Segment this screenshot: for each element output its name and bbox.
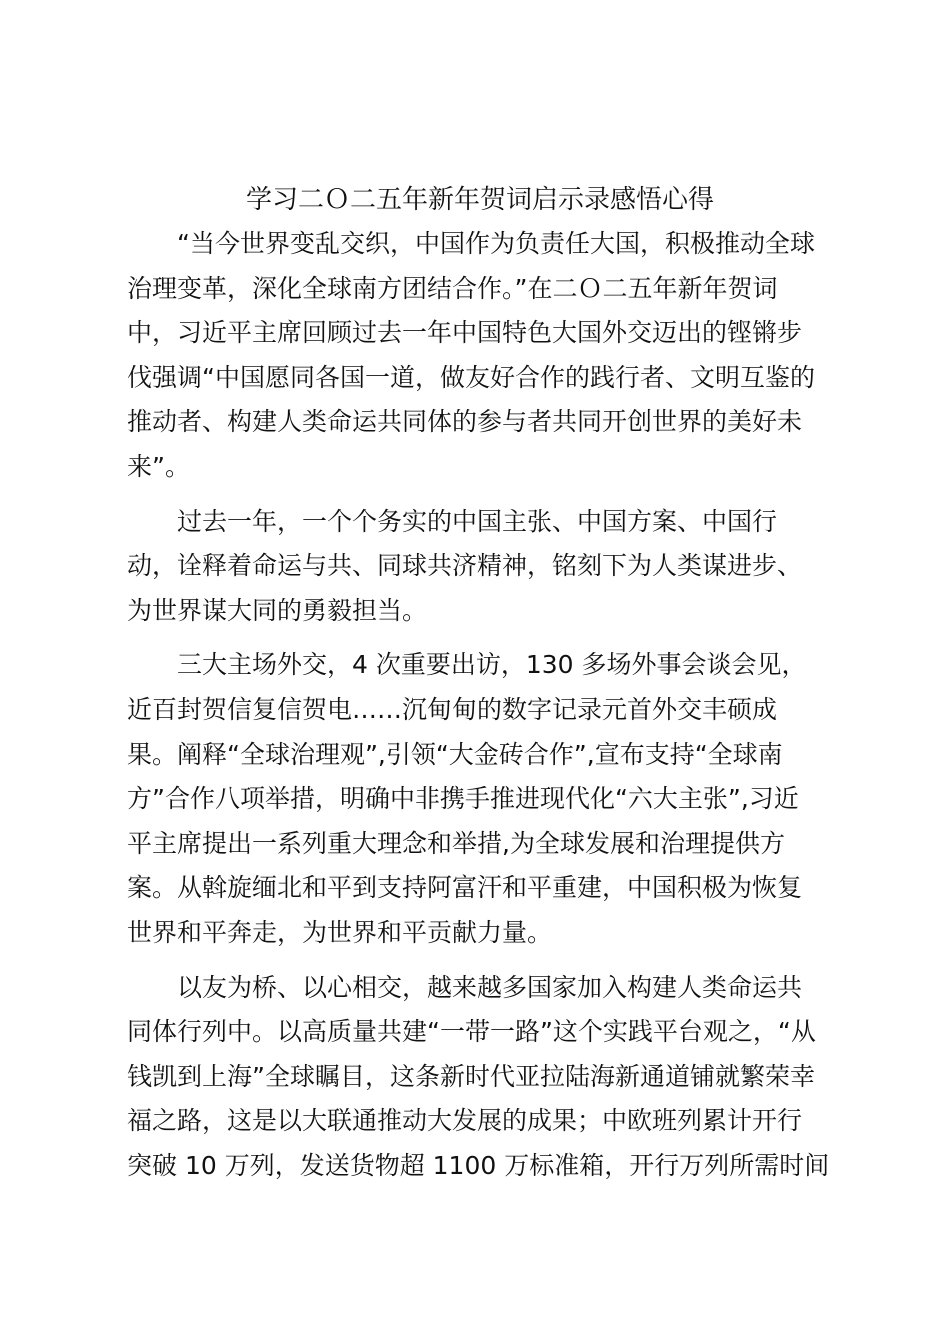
paragraph-3-line-7: 世界和平奔走，为世界和平贡献力量。: [127, 917, 553, 947]
paragraph-3: [127, 643, 833, 955]
paragraph-3-line-5: 平主席提出一系列重大理念和举措,为全球发展和治理提供方: [127, 828, 785, 858]
paragraph-4-line-4: 福之路，这是以大联通推动大发展的成果；中欧班列累计开行: [127, 1106, 803, 1136]
paragraph-1-line-1: “当今世界变乱交织，中国作为负责任大国，积极推动全球: [177, 229, 815, 258]
paragraph-3-line-4: 方”合作八项举措，明确中非携手推进现代化“六大主张”,习近: [127, 784, 799, 814]
paragraph-2: [127, 500, 833, 634]
paragraph-3-line-1: 三大主场外交，4 次重要出访，130 多场外事会谈会见，: [177, 650, 807, 680]
paragraph-4-line-3: 钱凯到上海”全球瞩目，这条新时代亚拉陆海新通道铺就繁荣幸: [127, 1061, 815, 1091]
paragraph-4: [127, 966, 833, 1189]
paragraph-3-line-6: 案。从斡旋缅北和平到支持阿富汗和平重建，中国积极为恢复: [127, 873, 803, 903]
paragraph-3-line-2: 近百封贺信复信贺电……沉甸甸的数字记录元首外交丰硕成: [127, 694, 778, 724]
paragraph-1-line-2: 治理变革，深化全球南方团结合作。”在二Ｏ二五年新年贺词: [127, 273, 778, 303]
document-title: 学习二Ｏ二五年新年贺词启示录感悟心得: [245, 185, 714, 215]
paragraph-1-line-5: 推动者、构建人类命运共同体的参与者共同开创世界的美好未: [127, 407, 803, 437]
paragraph-2-line-2: 动，诠释着命运与共、同球共济精神，铭刻下为人类谋进步、: [127, 551, 803, 581]
paragraph-3-line-3: 果。阐释“全球治理观”,引领“大金砖合作”,宣布支持“全球南: [127, 739, 783, 769]
paragraph-4-line-5: 突破 10 万列，发送货物超 1100 万标准箱，开行万列所需时间: [127, 1150, 830, 1180]
paragraph-2-line-1: 过去一年，一个个务实的中国主张、中国方案、中国行: [177, 506, 778, 536]
paragraph-1-line-6: 来”。: [127, 451, 190, 481]
paragraph-2-line-3: 为世界谋大同的勇毅担当。: [127, 595, 428, 625]
paragraph-1: [127, 222, 833, 490]
paragraph-4-line-1: 以友为桥、以心相交，越来越多国家加入构建人类命运共: [177, 972, 803, 1002]
paragraph-4-line-2: 同体行列中。以高质量共建“一带一路”这个实践平台观之，“从: [127, 1017, 816, 1047]
paragraph-1-line-4: 伐强调“中国愿同各国一道，做友好合作的践行者、文明互鉴的: [127, 362, 815, 392]
paragraph-1-line-3: 中，习近平主席回顾过去一年中国特色大国外交迈出的铿锵步: [127, 318, 803, 348]
document-body: [127, 222, 833, 1188]
